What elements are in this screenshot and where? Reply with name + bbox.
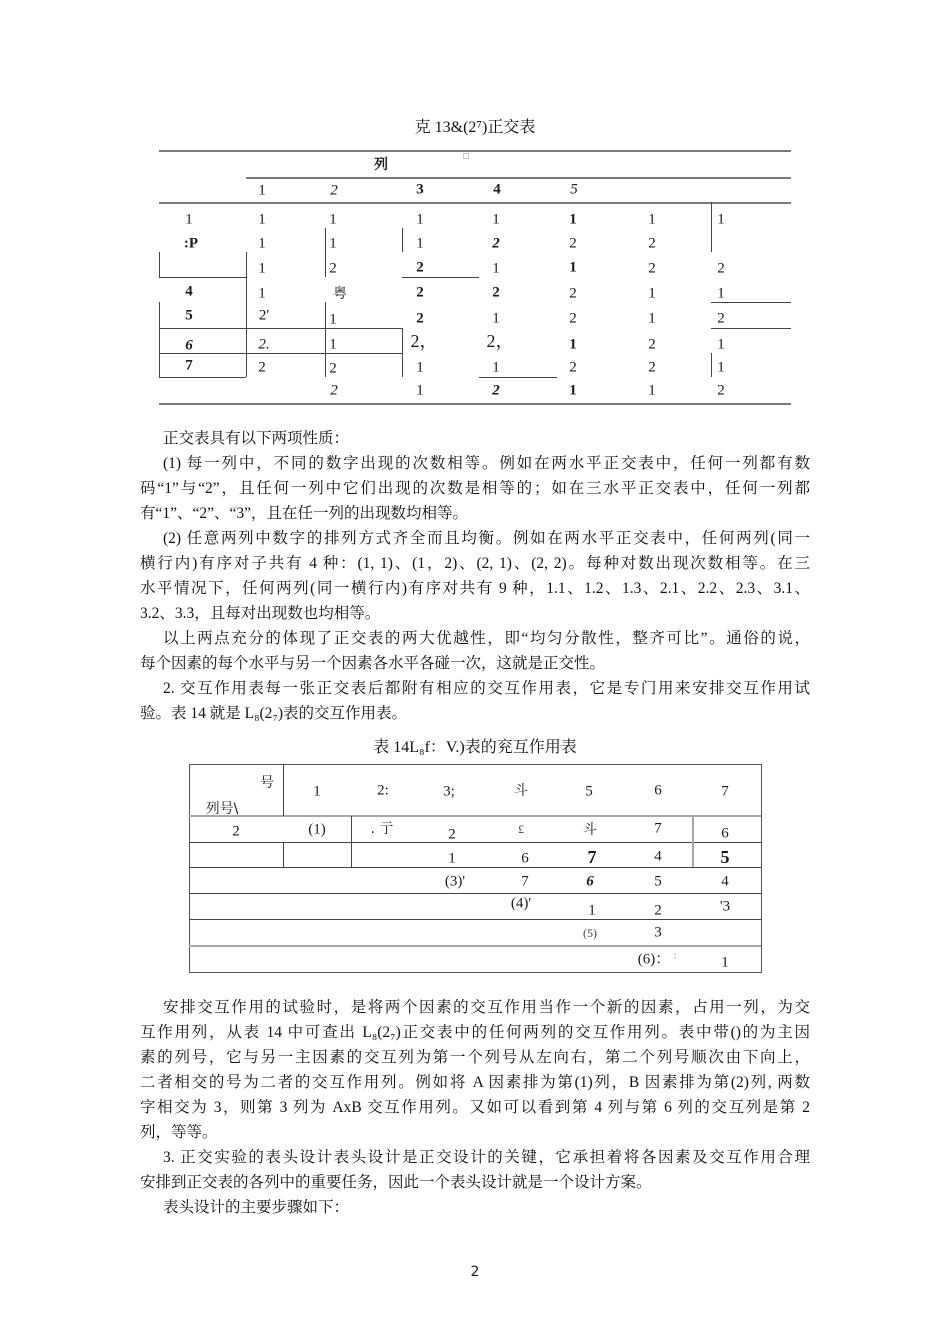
table-cell: 4 [185,283,193,300]
text-line: 码“1”与“2”，且任何一列中它们出现的次数是相等的；如在三水平正交表中，任何一列都 [140,480,810,497]
text-line: 每个因素的每个水平与另一个因素各水平各碰一次，这就是正交性。 [140,655,606,672]
table-cell: (3)' [444,873,466,890]
table-cell: 2 [648,260,656,277]
table-cell: 1 [492,211,500,228]
text-line: 有“1”、“2”、“3”，且在任一列的出现数均相等。 [140,505,469,522]
table-cell: 2 [569,359,577,376]
table-cell: 2 [416,310,424,327]
table-line [351,816,352,867]
table-cell: 6 [721,825,729,842]
text-line: 2. 交互作用表每一张正交表后都附有相应的交互作用表，它是专门用来安排交互作用试 [163,680,810,697]
text-line: 横行内)有序对子共有 4 种：(1, 1)、(1，2)、(2, 1)、(2, 2)。每种对数出现次数相等。在三 [140,555,810,572]
table-cell: . 亍 [370,821,394,837]
table2-caption: 表 14L₈f：V.)表的兖互作用表 [373,739,577,756]
text-line: 验。表 14 就是 L₈(2₇)表的交互作用表。 [140,705,407,722]
table-cell: £ [518,822,524,836]
table-cell: '3 [719,898,731,915]
table-line [159,252,160,277]
table-cell: 1 [416,211,424,228]
col-header: 6 [654,782,662,799]
table-line [325,302,326,377]
table-line [325,228,326,277]
col-header: 5 [570,181,578,198]
table-line [402,328,403,377]
table-line [283,764,284,816]
table-line [189,893,761,894]
table-cell: 2， [410,331,438,351]
table-cell: 1 [648,382,656,399]
table-cell: 1 [648,211,656,228]
text-line: 互作用列，从表 14 中可查出 L₈(2₇)正交表中的任何两列的交互作用列。表中带()的为主因 [140,1024,810,1041]
table-cell: 6 [586,873,594,890]
table-cell: 2 [329,360,337,377]
table-line [711,202,712,252]
table-cell: 7 [185,357,193,374]
table-cell: 5 [185,307,193,324]
table-line [402,277,479,278]
table-cell: 2 [232,823,240,840]
table-cell: 4 [654,848,662,865]
table-cell: 2 [416,284,424,301]
table-cell: 1 [569,211,577,228]
table-cell: 5 [720,847,730,867]
table-line [189,815,761,817]
table-cell: 1 [185,211,193,228]
table-cell: 1 [648,310,656,327]
table-cell: 2， [486,331,514,351]
table-cell: 斗 [583,822,597,838]
table-cell: 1 [258,260,266,277]
table-cell: 2 [416,259,424,276]
table-line [189,945,761,947]
col-header: 3; [443,783,455,800]
table-cell: 2' [258,307,270,324]
text-line: 安排到正交表的各列中的重要任务，因此一个表头设计就是一个设计方案。 [140,1174,652,1191]
table-cell: :P [183,235,199,252]
table-cell: 2 [648,336,656,353]
table-line [159,302,160,377]
table-cell: 7 [654,820,662,837]
table-cell: 1 [329,235,337,252]
table-cell: 1 [648,285,656,302]
text-line: 列，等等。 [140,1124,218,1141]
table-cell: 1 [258,285,266,302]
col-header: 1 [313,783,321,800]
text-line: 3.2、3.3，且每对出现数也均相等。 [140,605,381,622]
col-header: 3 [416,181,424,198]
table-cell: 2 [492,382,500,399]
table-border [189,764,762,973]
table-cell: 2 [648,359,656,376]
table-cell: (4)' [510,895,532,912]
table-cell: 2 [258,359,266,376]
table-cell: 2 [329,260,337,277]
table-cell: 2 [448,826,456,843]
table-cell: 1 [721,954,729,971]
col-header: 7 [721,783,729,800]
table-line [189,919,761,920]
table-cell: 2 [569,285,577,302]
table-cell: (5) [583,926,597,940]
table-cell: 2 [492,284,500,301]
text-line: (1) 每一列中，不同的数字出现的次数相等。例如在两水平正交表中，任何一列都有数 [163,455,810,472]
table-rule-top [159,150,791,152]
table-cell: 7 [521,873,529,890]
table-cell: 2 [717,260,725,277]
col-header: 斗 [514,783,528,799]
table-line [159,328,402,329]
text-line: 水平情况下，任何两列(同一横行内)有序对共有 9 种，1.1、1.2、1.3、2.1、2.2、2.3、3.1、 [140,580,810,597]
table-line [189,867,761,868]
table-cell: 1 [717,336,725,353]
table-cell: 1 [569,382,577,399]
table-cell: 5 [654,873,662,890]
table-cell: 1 [416,359,424,376]
header-corner-bottom: 列号\ [205,801,239,817]
table-cell: 1 [258,235,266,252]
table-line [246,252,247,377]
table-line [159,353,402,354]
col-header: 2 [330,182,338,199]
table-cell: 1 [492,260,500,277]
table-cell: 粤 [333,286,347,302]
table-line [283,842,284,867]
table-cell: 2 [330,382,338,399]
table-cell: 2 [569,235,577,252]
table-cell: 1 [329,211,337,228]
text-line: 表头设计的主要步骤如下： [163,1199,350,1216]
col-header: 4 [493,181,501,198]
table-rule-header-bottom [159,202,791,204]
table-cell: : [673,950,677,961]
table-cell: 1 [448,850,456,867]
placeholder-mark-icon: □ [463,150,469,161]
table-line [159,277,246,278]
table-cell: 7 [587,847,597,867]
table-cell: 1 [569,259,577,276]
text-line: 3. 正交实验的表头设计表头设计是正交设计的关键，它承担着将各因素及交互作用合理 [163,1149,810,1166]
page-number: 2 [470,1264,480,1280]
text-line: 字相交为 3，则第 3 列为 AxB 交互作用列。又如可以看到第 4 列与第 6 列的交互列是第 2 [140,1099,810,1116]
table-line [189,842,761,843]
table-cell: 6 [521,850,529,867]
table-cell: 1 [588,902,596,919]
text-line: 素的列号，它与另一主因素的交互列为第一个列号从左向右，第二个列号顺次由下向上， [140,1049,810,1066]
text-line: 二者相交的号为二者的交互作用列。例如将 A 因素排为第(1)列，B 因素排为第(2)列, 两数 [140,1074,810,1091]
table-cell: 1 [416,382,424,399]
table-line [711,328,791,329]
table-cell: 1 [329,336,337,353]
table-cell: 2 [648,235,656,252]
table-cell: 1 [717,211,725,228]
table-cell: 2. [258,336,270,353]
col-header: 1 [258,182,266,199]
col-header: 2: [377,782,389,799]
header-corner-top: 号 [260,775,274,791]
table-cell: 2 [717,310,725,327]
table-cell: 2 [717,382,725,399]
text-line: 安排交互作用的试验时，是将两个因素的交互作用当作一个新的因素，占用一列，为交 [163,999,810,1016]
table-rule-header [246,177,791,179]
table-cell: 4 [721,873,729,890]
table-line [402,228,403,252]
table-cell: 1 [717,359,725,376]
table-cell: 2 [654,902,662,919]
table-cell: 1 [492,359,500,376]
text-line: (2) 任意两列中数字的排列方式齐全而且均衡。例如在两水平正交表中，任何两列(同一 [163,530,810,547]
table-cell: 1 [416,235,424,252]
table-line [711,302,791,303]
table-cell: 2 [492,235,500,252]
table-line [159,377,246,378]
table-cell: 2 [569,310,577,327]
table-cell: 1 [569,336,577,353]
text-line: 正交表具有以下两项性质： [163,430,350,447]
col-header: 5 [585,783,593,800]
table-rule-bottom [159,403,791,405]
table-cell: 1 [492,310,500,327]
column-header-label: 列 [374,157,388,173]
table-cell: (1) [308,821,326,838]
table-cell: 1 [258,211,266,228]
table-cell: 1 [717,285,725,302]
table-cell: 3 [654,924,662,941]
table-cell: 6 [185,337,193,354]
text-line: 以上两点充分的体现了正交表的两大优越性，即“均匀分散性，整齐可比”。通俗的说， [163,630,810,647]
table-line [711,353,712,377]
table-line [692,816,694,867]
table-cell: 1 [329,311,337,328]
table-cell: (6)： [637,951,671,968]
table-line [479,377,557,378]
table1-title: 克 13&(2⁷)正交表 [414,119,536,136]
